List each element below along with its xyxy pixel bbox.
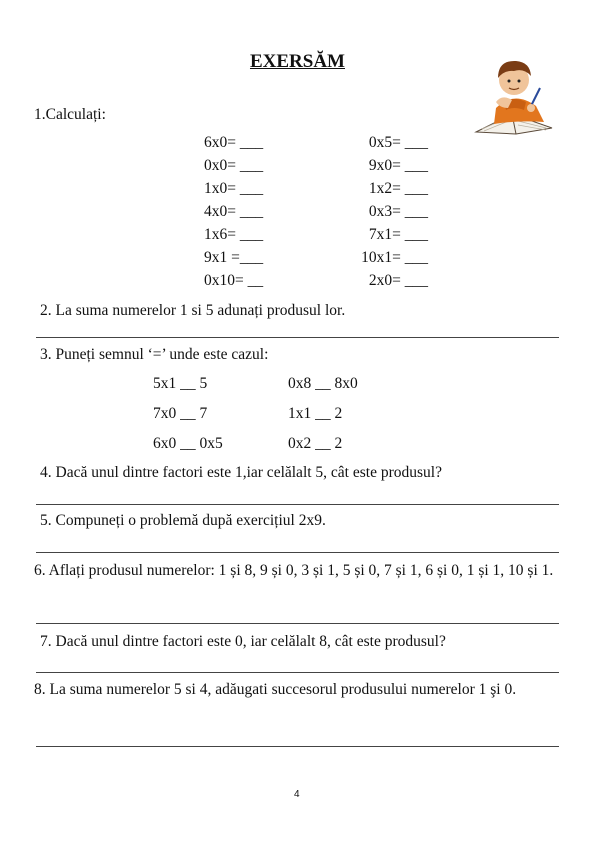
ex1-left-column xyxy=(204,133,263,294)
boy-reading-icon xyxy=(474,50,554,136)
exercise-2-text: 2. La suma numerelor 1 si 5 adunați produsul lor. xyxy=(40,302,346,319)
answer-line[interactable] xyxy=(36,623,559,624)
exercise-1-label: 1.Calculați: xyxy=(34,106,106,123)
calc-item: 0x10= __ xyxy=(204,272,264,289)
answer-line[interactable] xyxy=(36,504,559,505)
calc-item: 4x0= ___ xyxy=(204,203,264,220)
calc-item: 9x1 =___ xyxy=(204,249,264,266)
answer-line[interactable] xyxy=(36,746,559,747)
compare-item: 0x2 __ 2 xyxy=(288,435,343,452)
ex3-left-column xyxy=(153,374,223,464)
page-title: EXERSĂM xyxy=(249,51,345,72)
calc-item: 1x2= ___ xyxy=(368,180,428,197)
answer-line[interactable] xyxy=(36,337,559,338)
calc-item: 10x1= ___ xyxy=(361,249,428,266)
compare-item: 5x1 __ 5 xyxy=(153,375,208,392)
ex1-right-column xyxy=(352,133,428,294)
exercise-5-text: 5. Compuneți o problemă după exercițiul 2x9. xyxy=(40,512,326,529)
ex3-right-column xyxy=(288,374,358,464)
calc-item: 0x3= ___ xyxy=(368,203,428,220)
calc-item: 7x1= ___ xyxy=(368,226,428,243)
calc-item: 9x0= ___ xyxy=(368,157,428,174)
compare-item: 1x1 __ 2 xyxy=(288,405,343,422)
compare-item: 0x8 __ 8x0 xyxy=(288,375,358,392)
exercise-6-text: 6. Aflați produsul numerelor: 1 și 8, 9 și 0, 3 și 1, 5 și 0, 7 și 1, 6 și 0, 1 și 1, 10 și 1. xyxy=(34,562,554,579)
exercise-7-text: 7. Dacă unul dintre factori este 0, iar celălalt 8, cât este produsul? xyxy=(40,633,446,650)
exercise-8-text: 8. La suma numerelor 5 si 4, adăugati succesorul produsului numerelor 1 şi 0. xyxy=(34,681,517,698)
calc-item: 0x5= ___ xyxy=(368,134,428,151)
calc-item: 1x6= ___ xyxy=(204,226,264,243)
answer-line[interactable] xyxy=(36,552,559,553)
exercise-3-text: 3. Puneți semnul ‘=’ unde este cazul: xyxy=(40,346,269,363)
calc-item: 1x0= ___ xyxy=(204,180,264,197)
answer-line[interactable] xyxy=(36,672,559,673)
calc-item: 6x0= ___ xyxy=(204,134,264,151)
compare-item: 6x0 __ 0x5 xyxy=(153,435,223,452)
page-number: 4 xyxy=(294,789,300,800)
compare-item: 7x0 __ 7 xyxy=(153,405,208,422)
calc-item: 2x0= ___ xyxy=(368,272,428,289)
exercise-4-text: 4. Dacă unul dintre factori este 1,iar celălalt 5, cât este produsul? xyxy=(40,464,442,481)
calc-item: 0x0= ___ xyxy=(204,157,264,174)
